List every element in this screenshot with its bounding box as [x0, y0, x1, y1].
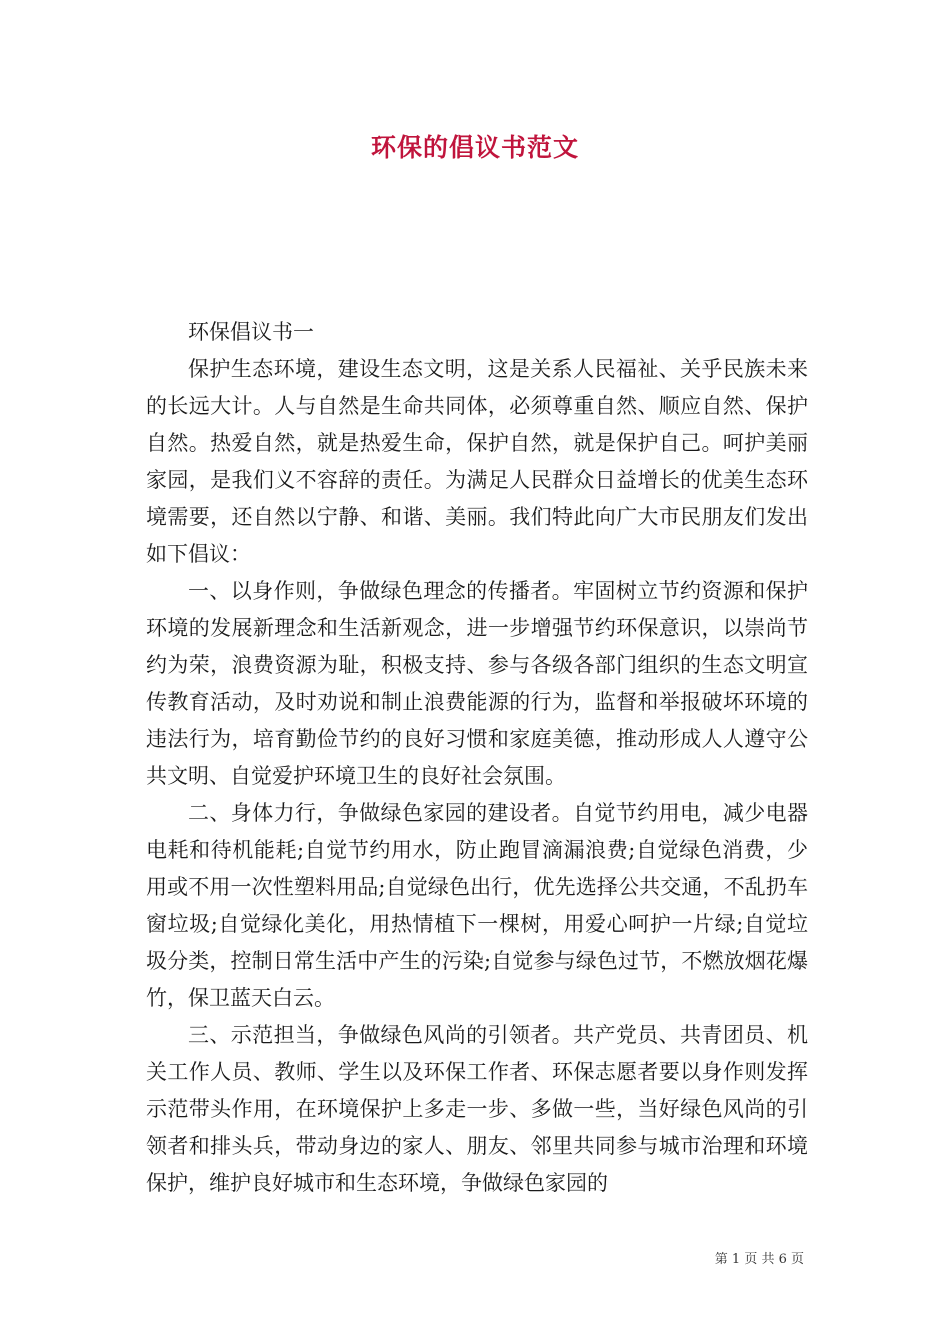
paragraph-point-two: 二、身体力行，争做绿色家园的建设者。自觉节约用电，减少电器电耗和待机能耗;自觉节约用水，防止跑冒滴漏浪费;自觉绿色消费，少用或不用一次性塑料用品;自觉绿色出行，优先选择公共交通，不乱扔车窗垃圾;自觉绿化美化，用热情植下一棵树，用爱心呵护一片绿;自觉垃圾分类，控制日常生活中产生的污染;自觉参与绿色过节，不燃放烟花爆竹，保卫蓝天白云。 [146, 801, 808, 1010]
paragraph-intro: 保护生态环境，建设生态文明，这是关系人民福祉、关乎民族未来的长远大计。人与自然是生命共同体，必须尊重自然、顺应自然、保护自然。热爱自然，就是热爱生命，保护自然，就是保护自己。呵护美丽家园，是我们义不容辞的责任。为满足人民群众日益增长的优美生态环境需要，还自然以宁静、和谐、美丽。我们特此向广大市民朋友们发出如下倡议： [146, 357, 808, 566]
page-title: 环保的倡议书范文 [370, 133, 579, 162]
paragraph-point-three: 三、示范担当，争做绿色风尚的引领者。共产党员、共青团员、机关工作人员、教师、学生以及环保工作者、环保志愿者要以身作则发挥示范带头作用，在环境保护上多走一步、多做一些，当好绿色风尚的引领者和排头兵，带动身边的家人、朋友、邻里共同参与城市治理和环境保护，维护良好城市和生态环境，争做绿色家园的 [146, 1023, 808, 1195]
page-number: 第 1 页 共 6 页 [714, 1252, 804, 1267]
section-heading: 环保倡议书一 [188, 320, 314, 344]
document-body [146, 314, 808, 1202]
paragraph-point-one: 一、以身作则，争做绿色理念的传播者。牢固树立节约资源和保护环境的发展新理念和生活新观念，进一步增强节约环保意识，以崇尚节约为荣，浪费资源为耻，积极支持、参与各级各部门组织的生态文明宣传教育活动，及时劝说和制止浪费能源的行为，监督和举报破坏环境的违法行为，培育勤俭节约的良好习惯和家庭美德，推动形成人人遵守公共文明、自觉爱护环境卫生的良好社会氛围。 [146, 579, 808, 788]
